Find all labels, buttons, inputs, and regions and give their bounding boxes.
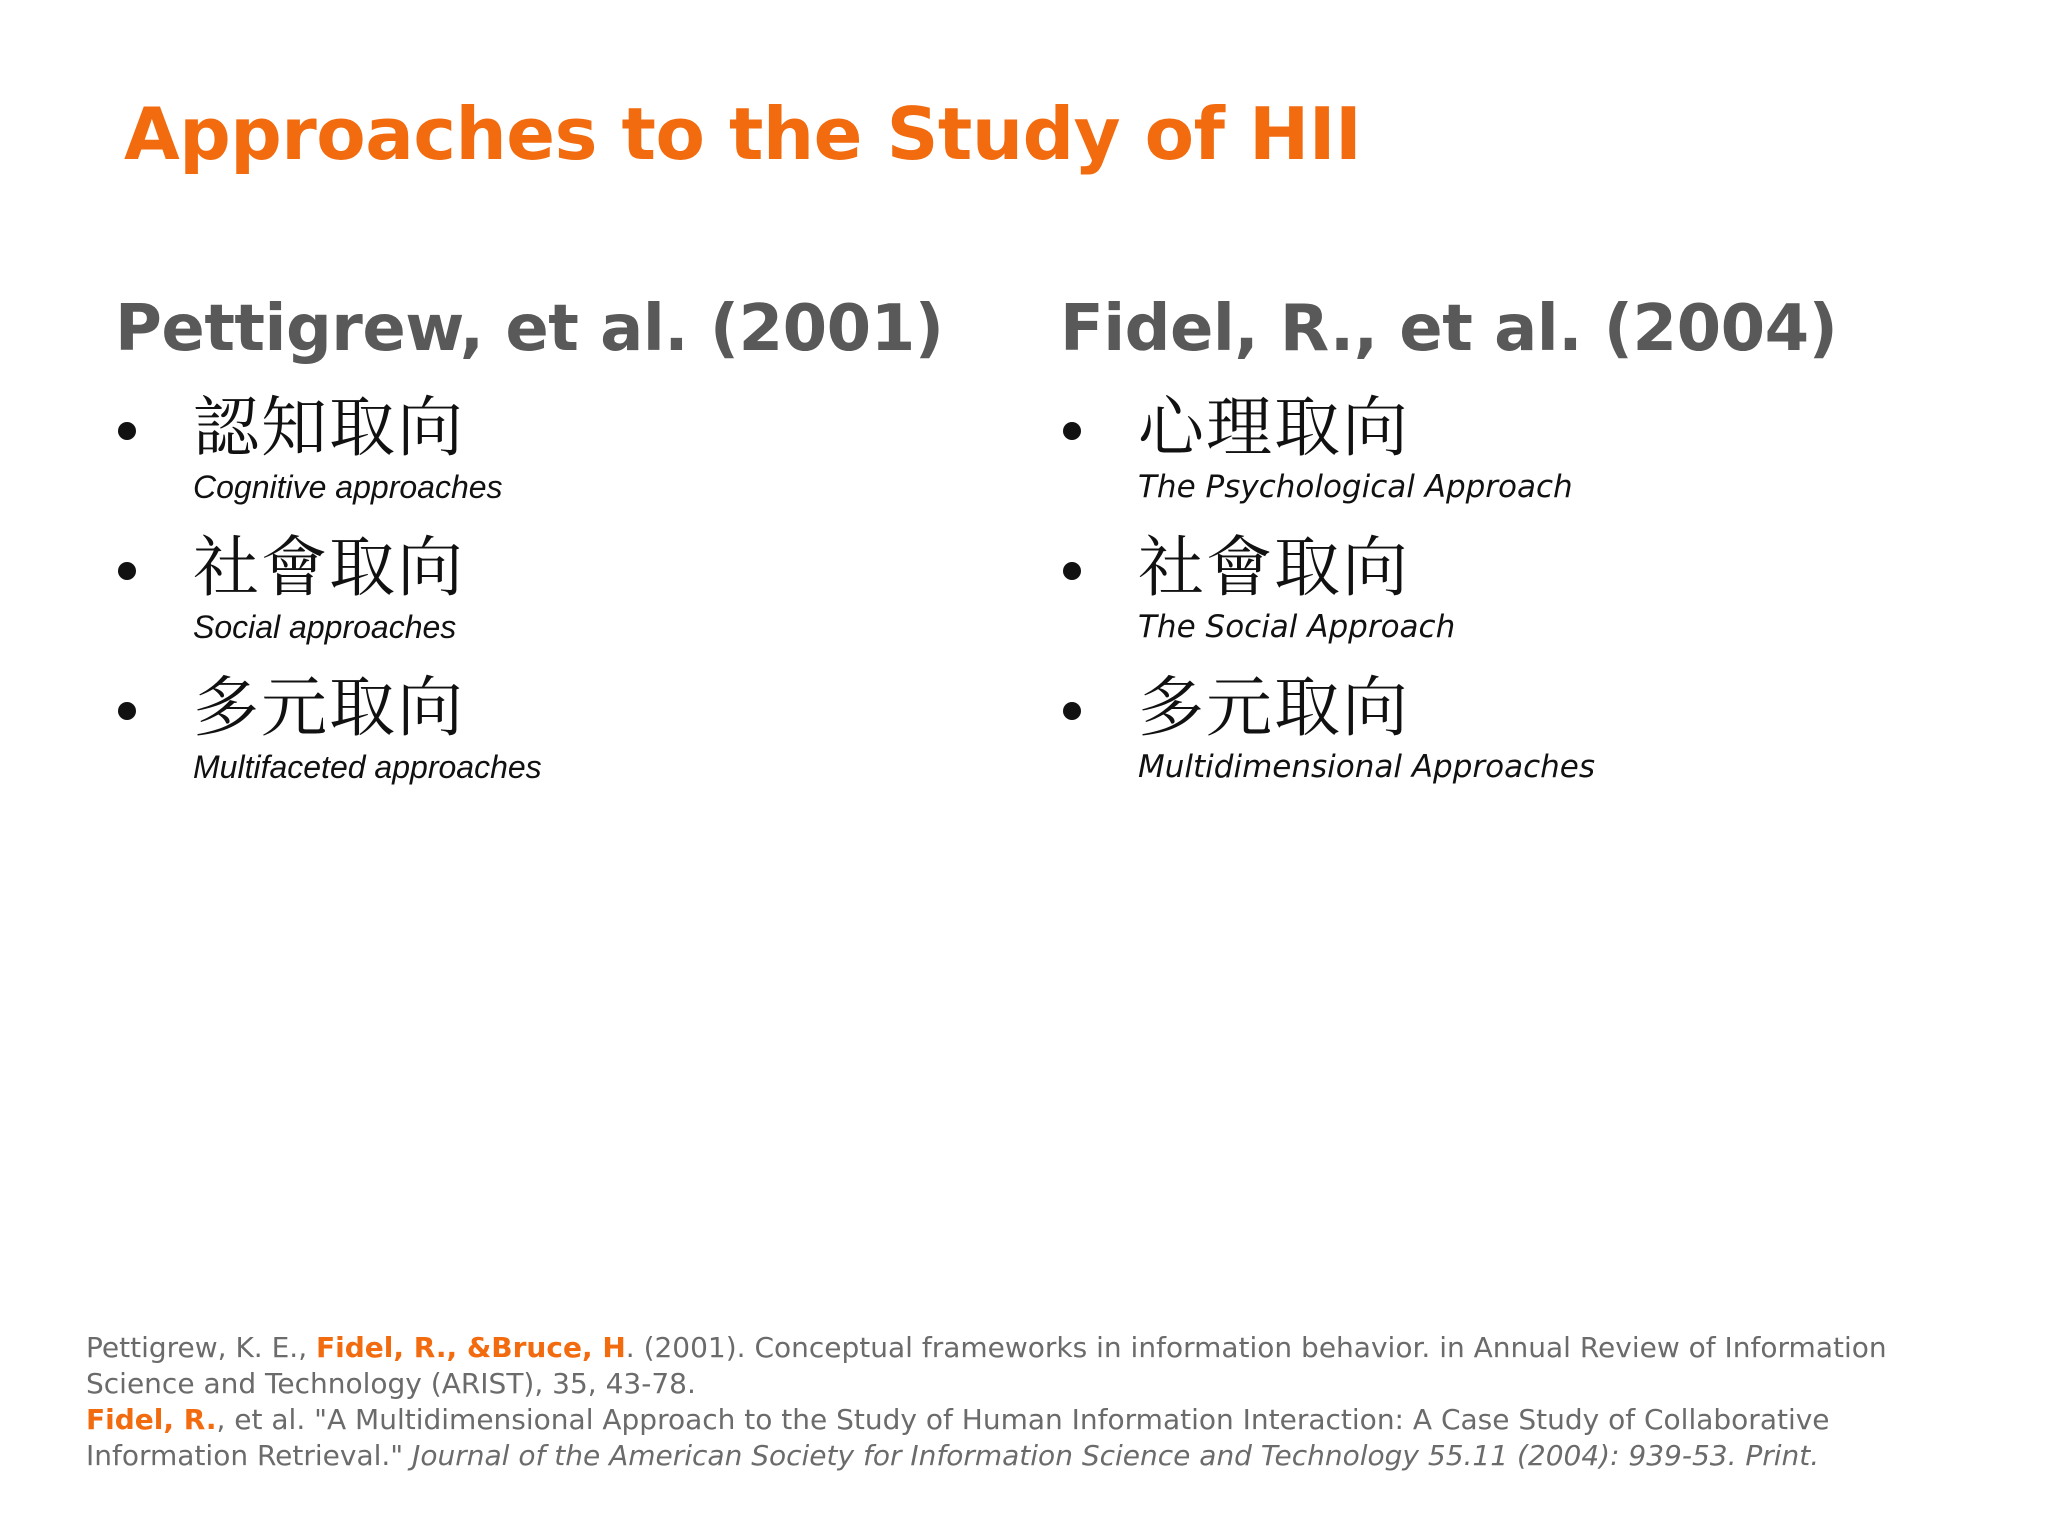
bullet-icon bbox=[1063, 702, 1081, 720]
references bbox=[86, 1330, 1966, 1474]
item-chinese-label: 社會取向 bbox=[193, 529, 465, 606]
reference-author-highlight: Fidel, R. bbox=[86, 1403, 217, 1436]
item-english-label: Multidimensional Approaches bbox=[1138, 749, 1596, 785]
bullet-icon bbox=[118, 422, 136, 440]
reference-text: , et al. "A Multidimensional Approach to the Study of Human Information Interaction: A Case Study of Collaborative Information Retrieval." bbox=[86, 1403, 1830, 1472]
bullet-icon bbox=[1063, 562, 1081, 580]
list-item bbox=[115, 528, 943, 668]
reference-pettigrew bbox=[86, 1330, 1966, 1402]
left-column-heading: Pettigrew, et al. (2001) bbox=[115, 292, 944, 366]
right-column bbox=[1060, 290, 1837, 808]
reference-author-highlight: Fidel, R., &Bruce, H bbox=[316, 1331, 626, 1364]
reference-text: . (2001). Conceptual frameworks in information behavior. in Annual Review of Information Science and Technology (ARIST), 35, 43-78. bbox=[86, 1331, 1887, 1400]
item-english-label: The Psychological Approach bbox=[1138, 469, 1573, 505]
reference-journal: Journal of the American Society for Information Science and Technology 55.11 (2004): 939-53. Print. bbox=[412, 1439, 1820, 1472]
right-bullet-list bbox=[1060, 388, 1837, 808]
bullet-icon bbox=[1063, 422, 1081, 440]
left-column bbox=[115, 290, 943, 808]
list-item bbox=[115, 388, 943, 528]
item-english-label: Cognitive approaches bbox=[193, 469, 503, 505]
reference-text: Pettigrew, K. E., bbox=[86, 1331, 317, 1364]
list-item bbox=[1060, 388, 1837, 528]
bullet-icon bbox=[118, 562, 136, 580]
reference-fidel bbox=[86, 1402, 1966, 1474]
item-english-label: The Social Approach bbox=[1138, 609, 1456, 645]
list-item bbox=[1060, 668, 1837, 808]
list-item bbox=[1060, 528, 1837, 668]
item-chinese-label: 心理取向 bbox=[1138, 389, 1410, 466]
item-chinese-label: 多元取向 bbox=[193, 669, 465, 746]
item-chinese-label: 認知取向 bbox=[193, 389, 465, 466]
item-chinese-label: 多元取向 bbox=[1138, 669, 1410, 746]
bullet-icon bbox=[118, 702, 136, 720]
right-column-heading: Fidel, R., et al. (2004) bbox=[1060, 292, 1838, 366]
slide-title: Approaches to the Study of HII bbox=[124, 92, 1362, 176]
item-chinese-label: 社會取向 bbox=[1138, 529, 1410, 606]
list-item bbox=[115, 668, 943, 808]
left-bullet-list bbox=[115, 388, 943, 808]
item-english-label: Social approaches bbox=[193, 609, 457, 645]
item-english-label: Multifaceted approaches bbox=[193, 749, 542, 785]
